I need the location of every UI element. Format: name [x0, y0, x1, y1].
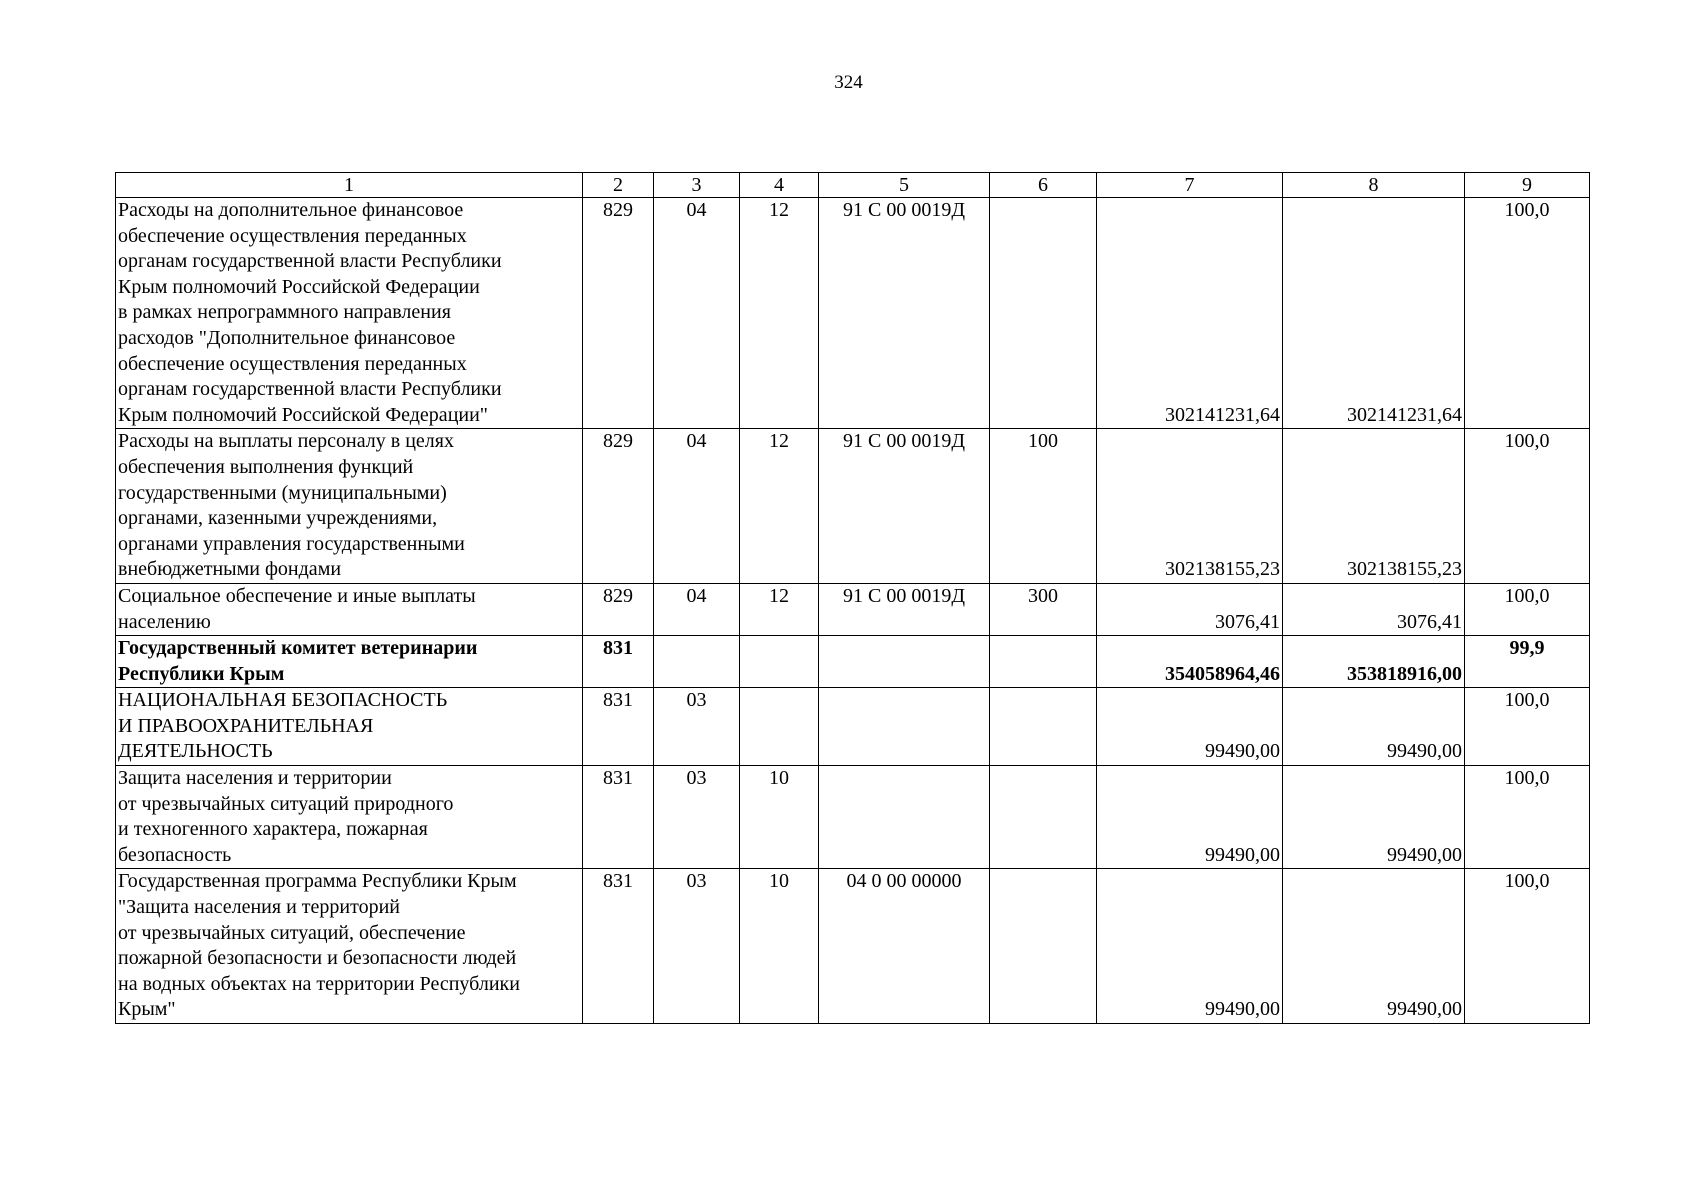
- cell-target-article: 91 С 00 0019Д: [819, 198, 990, 429]
- row-description: Расходы на дополнительное финансовое обеспечение осуществления переданных органам государственной власти Республики Крым полномочий Российской Федерации в рамках непрограммного направления расходов "Дополнительное финансовое обеспечение осуществления переданных органам государственной власти Республики Крым полномочий Российской Федерации": [116, 198, 583, 429]
- cell-planned-amount: 99490,00: [1097, 766, 1283, 869]
- cell-ministry-code: 831: [583, 869, 654, 1024]
- cell-section-code: 04: [654, 429, 740, 584]
- table-row: [116, 869, 1590, 1024]
- column-header: 9: [1465, 173, 1590, 198]
- cell-section-code: 03: [654, 869, 740, 1024]
- cell-subsection-code: [740, 636, 819, 688]
- cell-planned-amount: 99490,00: [1097, 688, 1283, 766]
- row-description: Социальное обеспечение и иные выплаты населению: [116, 583, 583, 635]
- cell-planned-amount: 354058964,46: [1097, 636, 1283, 688]
- cell-target-article: [819, 688, 990, 766]
- cell-actual-amount: 99490,00: [1283, 688, 1465, 766]
- cell-percent: 100,0: [1465, 429, 1590, 584]
- table-header-row: [116, 173, 1590, 198]
- table-row: [116, 583, 1590, 635]
- cell-section-code: 03: [654, 688, 740, 766]
- cell-actual-amount: 353818916,00: [1283, 636, 1465, 688]
- cell-percent: 100,0: [1465, 688, 1590, 766]
- cell-target-article: 91 С 00 0019Д: [819, 429, 990, 584]
- cell-subsection-code: 10: [740, 766, 819, 869]
- table-row-bold: [116, 636, 1590, 688]
- cell-expense-type: [990, 688, 1097, 766]
- cell-actual-amount: 99490,00: [1283, 766, 1465, 869]
- row-description: НАЦИОНАЛЬНАЯ БЕЗОПАСНОСТЬ И ПРАВООХРАНИТЕЛЬНАЯ ДЕЯТЕЛЬНОСТЬ: [116, 688, 583, 766]
- cell-actual-amount: 3076,41: [1283, 583, 1465, 635]
- column-header: 1: [116, 173, 583, 198]
- budget-table: [115, 172, 1590, 1024]
- column-header: 6: [990, 173, 1097, 198]
- cell-ministry-code: 829: [583, 429, 654, 584]
- cell-actual-amount: 302138155,23: [1283, 429, 1465, 584]
- cell-percent: 100,0: [1465, 198, 1590, 429]
- cell-ministry-code: 829: [583, 198, 654, 429]
- cell-subsection-code: 12: [740, 198, 819, 429]
- cell-ministry-code: 831: [583, 766, 654, 869]
- cell-percent: 100,0: [1465, 766, 1590, 869]
- cell-ministry-code: 831: [583, 636, 654, 688]
- cell-section-code: 04: [654, 198, 740, 429]
- column-header: 8: [1283, 173, 1465, 198]
- column-header: 3: [654, 173, 740, 198]
- cell-planned-amount: 302141231,64: [1097, 198, 1283, 429]
- cell-subsection-code: [740, 688, 819, 766]
- column-header: 4: [740, 173, 819, 198]
- cell-actual-amount: 99490,00: [1283, 869, 1465, 1024]
- row-description: Защита населения и территории от чрезвычайных ситуаций природного и техногенного характера, пожарная безопасность: [116, 766, 583, 869]
- cell-section-code: 04: [654, 583, 740, 635]
- cell-subsection-code: 12: [740, 429, 819, 584]
- row-description: Государственная программа Республики Крым "Защита населения и территорий от чрезвычайных ситуаций, обеспечение пожарной безопасности и безопасности людей на водных объектах на территории Республики Крым": [116, 869, 583, 1024]
- row-description: Государственный комитет ветеринарии Республики Крым: [116, 636, 583, 688]
- cell-ministry-code: 831: [583, 688, 654, 766]
- cell-section-code: [654, 636, 740, 688]
- cell-expense-type: [990, 198, 1097, 429]
- cell-expense-type: 300: [990, 583, 1097, 635]
- cell-planned-amount: 99490,00: [1097, 869, 1283, 1024]
- cell-expense-type: [990, 869, 1097, 1024]
- table-row: [116, 198, 1590, 429]
- cell-target-article: 91 С 00 0019Д: [819, 583, 990, 635]
- cell-target-article: 04 0 00 00000: [819, 869, 990, 1024]
- column-header: 7: [1097, 173, 1283, 198]
- cell-expense-type: [990, 766, 1097, 869]
- page-number: 324: [834, 72, 863, 93]
- table-row: [116, 429, 1590, 584]
- cell-section-code: 03: [654, 766, 740, 869]
- cell-subsection-code: 12: [740, 583, 819, 635]
- table-row: [116, 688, 1590, 766]
- cell-percent: 100,0: [1465, 583, 1590, 635]
- cell-percent: 100,0: [1465, 869, 1590, 1024]
- column-header: 5: [819, 173, 990, 198]
- cell-expense-type: 100: [990, 429, 1097, 584]
- cell-percent: 99,9: [1465, 636, 1590, 688]
- column-header: 2: [583, 173, 654, 198]
- cell-target-article: [819, 636, 990, 688]
- cell-ministry-code: 829: [583, 583, 654, 635]
- cell-subsection-code: 10: [740, 869, 819, 1024]
- row-description: Расходы на выплаты персоналу в целях обеспечения выполнения функций государственными (муниципальными) органами, казенными учреждениями, органами управления государственными внебюджетными фондами: [116, 429, 583, 584]
- cell-planned-amount: 3076,41: [1097, 583, 1283, 635]
- cell-planned-amount: 302138155,23: [1097, 429, 1283, 584]
- cell-actual-amount: 302141231,64: [1283, 198, 1465, 429]
- table-row: [116, 766, 1590, 869]
- cell-expense-type: [990, 636, 1097, 688]
- cell-target-article: [819, 766, 990, 869]
